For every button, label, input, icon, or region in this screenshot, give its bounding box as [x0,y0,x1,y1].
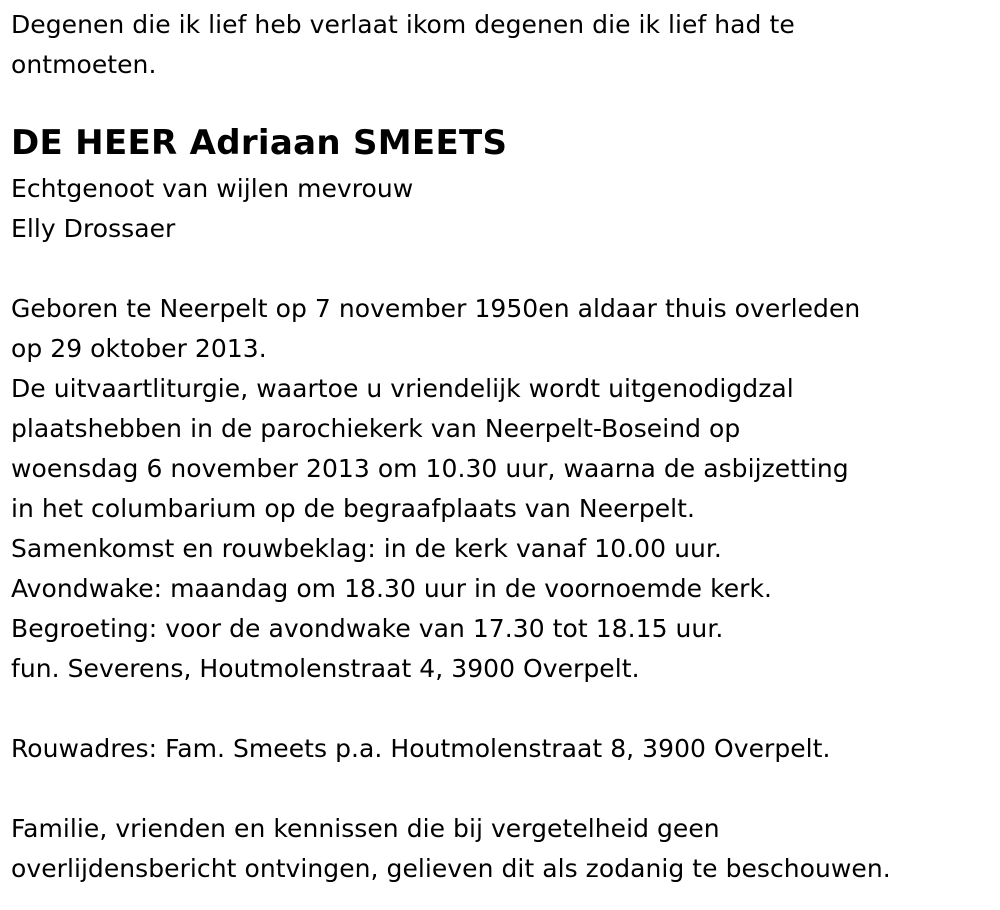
detail-line-9: Begroeting: voor de avondwake van 17.30 tot 18.15 uur. [11,614,724,643]
intro-line-1: Degenen die ik lief heb verlaat ikom degenen die ik lief had te [11,10,795,39]
detail-line-2: op 29 oktober 2013. [11,334,267,363]
detail-line-3: De uitvaartliturgie, waartoe u vriendelijk wordt uitgenodigdzal [11,374,794,403]
detail-line-4: plaatshebben in de parochiekerk van Neerpelt-Boseind op [11,414,741,443]
spacer [11,249,991,289]
spacer [11,769,991,809]
closing-line-1: Familie, vrienden en kennissen die bij vergetelheid geen [11,814,720,843]
spouse-line-1: Echtgenoot van wijlen mevrouw [11,174,414,203]
intro-line-2: ontmoeten. [11,50,157,79]
detail-line-7: Samenkomst en rouwbeklag: in de kerk vanaf 10.00 uur. [11,534,722,563]
spouse-line-2: Elly Drossaer [11,214,176,243]
detail-line-5: woensdag 6 november 2013 om 10.30 uur, waarna de asbijzetting [11,454,849,483]
mourning-address: Rouwadres: Fam. Smeets p.a. Houtmolenstraat 8, 3900 Overpelt. [11,734,831,763]
obituary-notice [11,5,991,889]
detail-line-10: fun. Severens, Houtmolenstraat 4, 3900 Overpelt. [11,654,640,683]
detail-line-1: Geboren te Neerpelt op 7 november 1950en aldaar thuis overleden [11,294,861,323]
spacer [11,689,991,729]
detail-line-6: in het columbarium op de begraafplaats van Neerpelt. [11,494,696,523]
deceased-name: DE HEER Adriaan SMEETS [11,123,508,163]
closing-line-2: overlijdensbericht ontvingen, gelieven dit als zodanig te beschouwen. [11,854,891,883]
detail-line-8: Avondwake: maandag om 18.30 uur in de voornoemde kerk. [11,574,773,603]
